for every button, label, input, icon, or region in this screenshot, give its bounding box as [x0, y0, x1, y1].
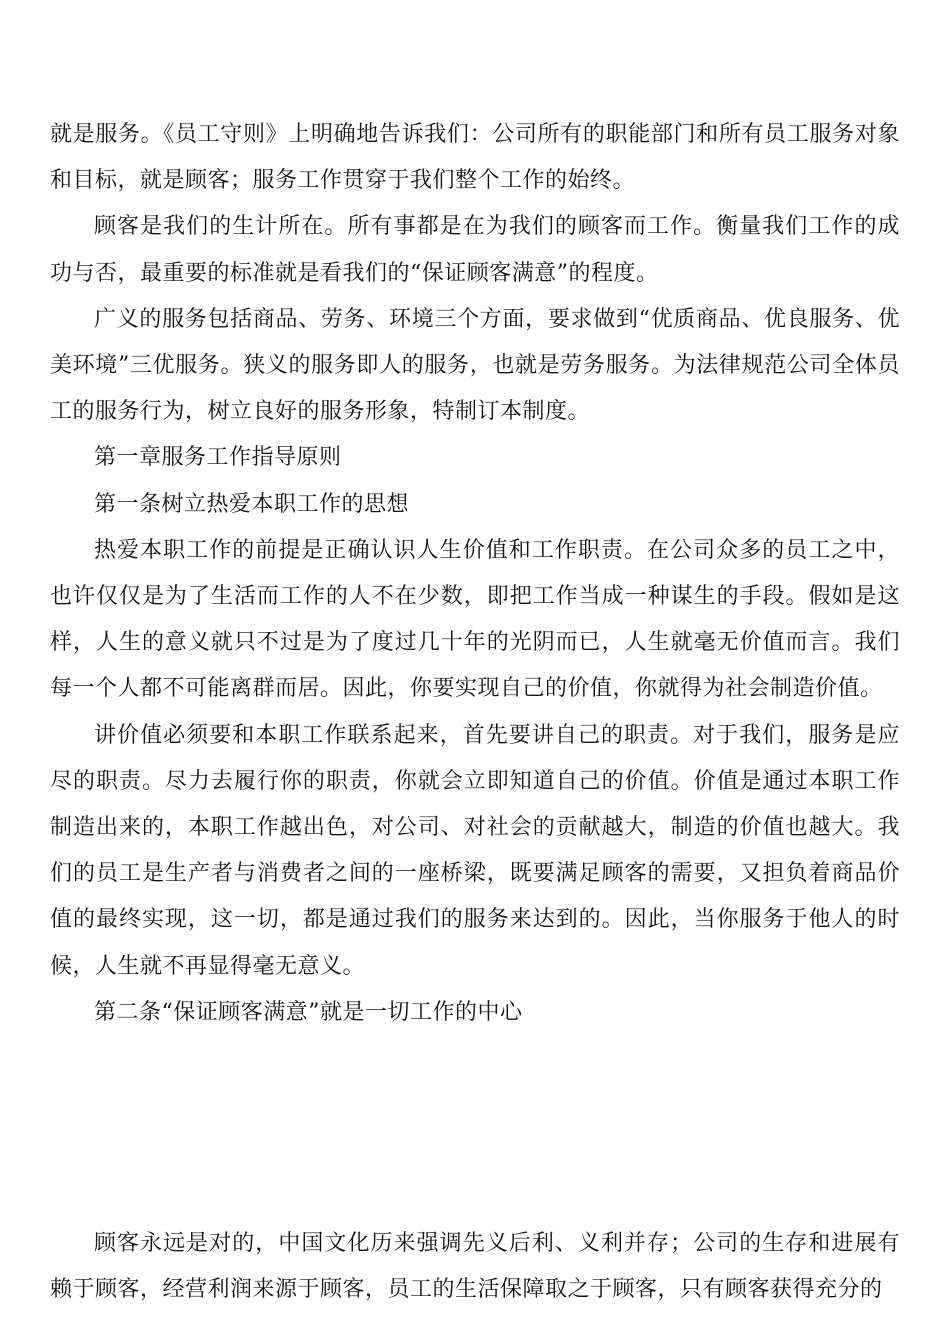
paragraph-6: 热爱本职工作的前提是正确认识人生价值和工作职责。在公司众多的员工之中，也许仅仅是为了生活而工作的人不在少数，即把工作当成一种谋生的手段。假如是这样，人生的意义就只不过是为了度过几十年的光阴而已，人生就毫无价值而言。我们每一个人都不可能离群而居。因此，你要实现自己的价值，你就得为社会制造价值。	[50, 537, 900, 702]
paragraph-1: 就是服务。《员工守则》上明确地告诉我们：公司所有的职能部门和所有员工服务对象和目标，就是顾客；服务工作贯穿于我们整个工作的始终。	[50, 122, 900, 194]
chapter-heading: 第一章服务工作指导原则	[94, 445, 342, 471]
article-1-heading: 第一条树立热爱本职工作的思想	[94, 491, 410, 517]
paragraph-2: 顾客是我们的生计所在。所有事都是在为我们的顾客而工作。衡量我们工作的成功与否，最重要的标准就是看我们的“保证顾客满意”的程度。	[50, 214, 900, 286]
article-2-heading: 第二条“保证顾客满意”就是一切工作的中心	[94, 999, 523, 1025]
page-spacer	[50, 1036, 900, 1221]
paragraph-7: 讲价值必须要和本职工作联系起来，首先要讲自己的职责。对于我们，服务是应尽的职责。尽力去履行你的职责，你就会立即知道自己的价值。价值是通过本职工作制造出来的，本职工作越出色，对公司、对社会的贡献越大，制造的价值也越大。我们的员工是生产者与消费者之间的一座桥梁，既要满足顾客的需要，又担负着商品价值的最终实现，这一切，都是通过我们的服务来达到的。因此，当你服务于他人的时候，人生就不再显得毫无意义。	[50, 722, 900, 979]
paragraph-3: 广义的服务包括商品、劳务、环境三个方面，要求做到“优质商品、优良服务、优美环境”三优服务。狭义的服务即人的服务，也就是劳务服务。为法律规范公司全体员工的服务行为，树立良好的服务形象，特制订本制度。	[50, 306, 900, 425]
document-page	[50, 112, 900, 1313]
paragraph-9: 顾客永远是对的，中国文化历来强调先义后利、义利并存；公司的生存和进展有赖于顾客，经营利润来源于顾客，员工的生活保障取之于顾客，只有顾客获得充分的	[50, 1231, 900, 1303]
